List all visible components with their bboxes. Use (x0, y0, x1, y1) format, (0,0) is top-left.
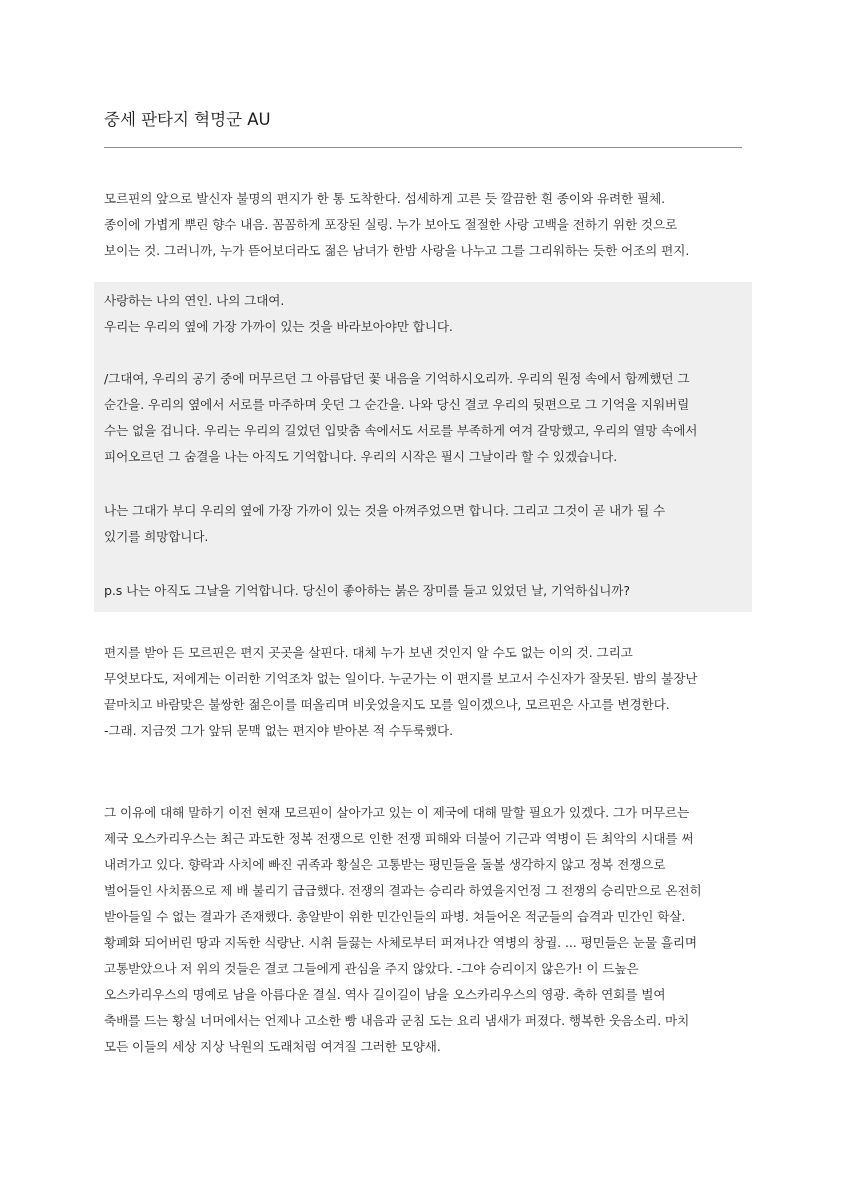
letter-postscript: p.s 나는 아직도 그날을 기억합니다. 당신이 좋아하는 붉은 장미를 들고 있었던 날, 기억하십니까? (104, 583, 630, 598)
empire-paragraph: 그 이유에 대해 말하기 이전 현재 모르핀이 살아가고 있는 이 제국에 대해 말할 필요가 있겠다. 그가 머무르는 제국 오스카리우스는 최근 과도한 정복 전쟁으로 인한 전쟁 피해와 더불어 기근과 역병이 든 최악의 시대를 써 내려가고 있다. 향락과 사치에 빠진 귀족과 황실은 고통받는 평민들을 돌볼 생각하지 않고 정복 전쟁으로 벌어들인 사치품으로 제 배 불리기 급급했다. 전쟁의 결과는 승리라 하였을지언정 그 전쟁의 승리만으로 온전히 받아들일 수 없는 결과가 존재했다. 총알받이 위한 민간인들의 파병. 쳐들어온 적군들의 습격과 민간인 학살. 황폐화 되어버린 땅과 지독한 식량난. 시취 들끓는 사체로부터 퍼져나간 역병의 창궐. ... 평민들은 눈물 흘리며 고통받았으나 저 위의 것들은 결코 그들에게 관심을 주지 않았다. -그야 승리이지 않은가! 이 드높은 오스카리우스의 명예로 남을 아름다운 결실. 역사 길이길이 남을 오스카리우스의 영광. 축하 연회를 벌여 축배를 드는 황실 너머에서는 언제나 고소한 빵 내음과 군침 도는 요리 냄새가 퍼졌다. 행복한 웃음소리. 마치 모든 이들의 세상 지상 낙원의 도래처럼 여겨질 그러한 모양새. (104, 805, 702, 1054)
letter-body-hope: 나는 그대가 부디 우리의 옆에 가장 가까이 있는 것을 아껴주었으면 합니다. 그리고 그것이 곧 내가 될 수 있기를 희망합니다. (104, 503, 666, 544)
document-title: 중세 판타지 혁명군 AU (104, 110, 271, 129)
after-letter-paragraph: 편지를 받아 든 모르핀은 편지 곳곳을 살핀다. 대체 누가 보낸 것인지 알 수도 없는 이의 것. 그리고 무엇보다도, 저에게는 이러한 기억조차 없는 일이다. 누군가는 이 편지를 보고서 수신자가 잘못된. 밤의 불장난 끝마치고 바람맞은 불쌍한 젊은이를 떠올리며 비웃었을지도 모를 일이겠으나, 모르핀은 사고를 변경한다. -그래. 지금껏 그가 앞뒤 문맥 없는 편지야 받아본 적 수두룩했다. (104, 645, 698, 738)
title-divider (104, 147, 742, 148)
letter-box (94, 282, 752, 612)
intro-paragraph: 모르핀의 앞으로 발신자 불명의 편지가 한 통 도착한다. 섬세하게 고른 듯 깔끔한 흰 종이와 유려한 필체. 종이에 가볍게 뿌린 향수 내음. 꼼꼼하게 포장된 실링. 누가 보아도 절절한 사랑 고백을 전하기 위한 것으로 보이는 것. 그러니까, 누가 뜯어보더라도 젊은 남녀가 한밤 사랑을 나누고 그를 그리워하는 듯한 어조의 편지. (104, 191, 690, 258)
letter-greeting: 사랑하는 나의 연인. 나의 그대여. 우리는 우리의 옆에 가장 가까이 있는 것을 바라보아야만 합니다. (104, 293, 453, 334)
letter-body-memory: /그대여, 우리의 공기 중에 머무르던 그 아름답던 꽃 내음을 기억하시오리까. 우리의 원정 속에서 함께했던 그 순간을. 우리의 옆에서 서로를 마주하며 웃던 그 순간을. 나와 당신 결코 우리의 뒷편으로 그 기억을 지워버릴 수는 없을 겁니다. 우리는 우리의 길었던 입맞춤 속에서도 서로를 부족하게 여겨 갈망했고, 우리의 열망 속에서 피어오르던 그 숨결을 나는 아직도 기억합니다. 우리의 시작은 필시 그날이라 할 수 있겠습니다. (104, 371, 698, 464)
